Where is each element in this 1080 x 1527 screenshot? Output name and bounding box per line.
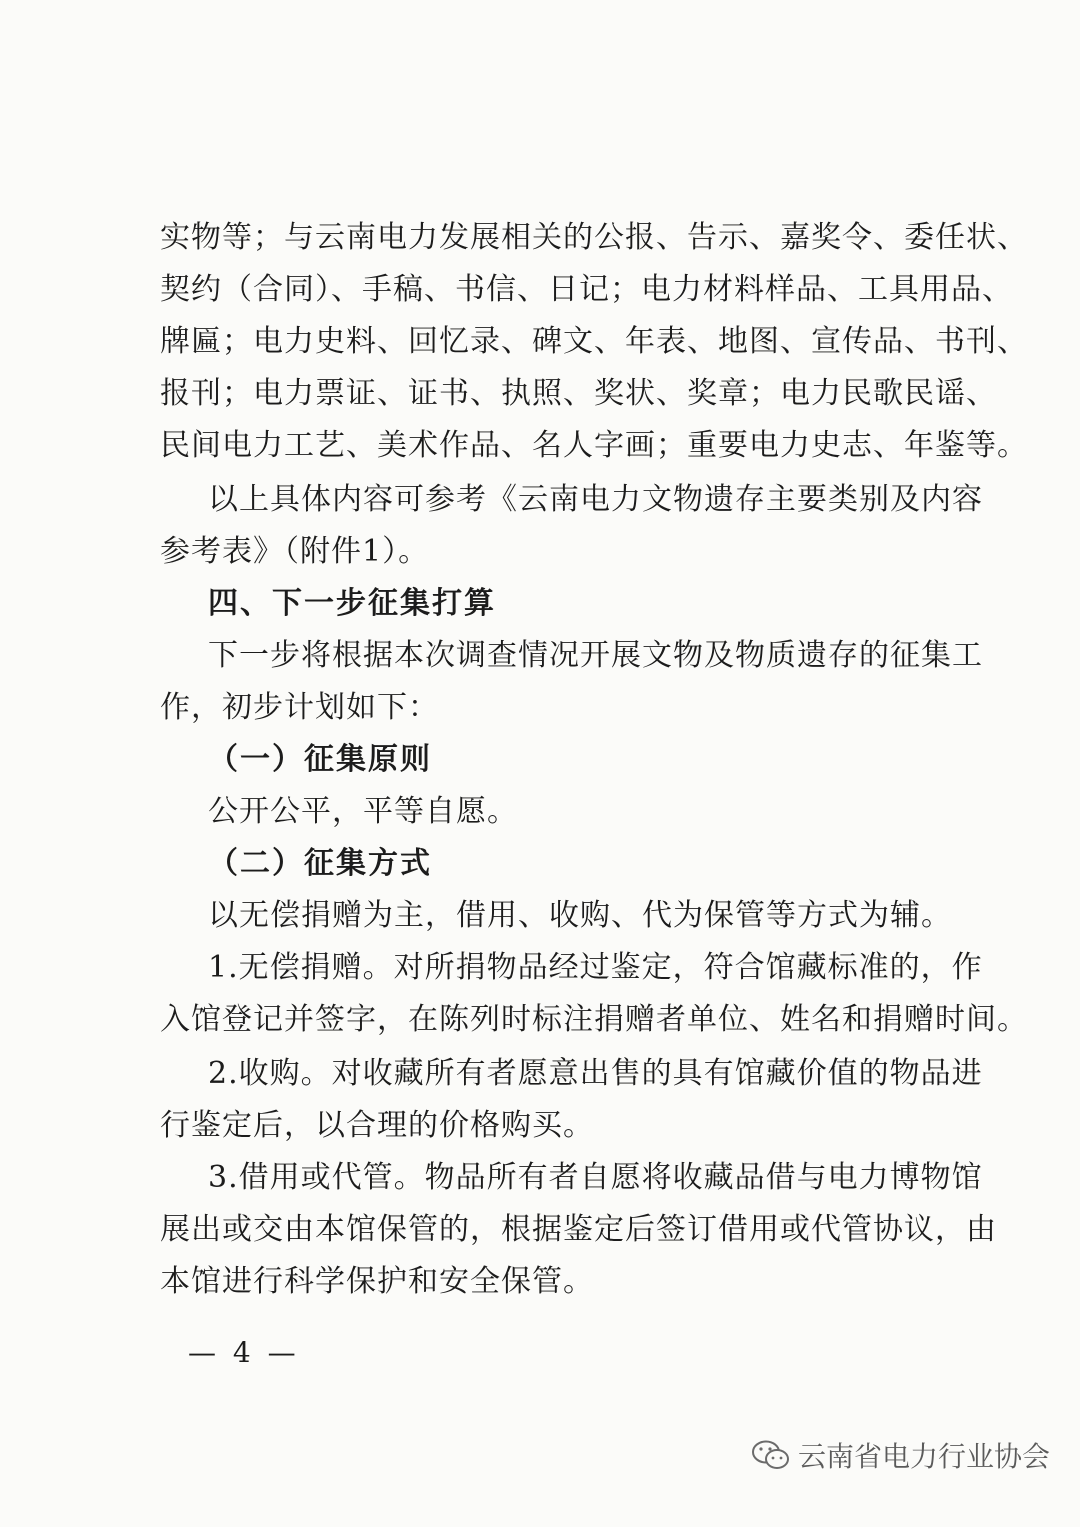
wechat-icon — [750, 1438, 792, 1472]
body-line: 本馆进行科学保护和安全保管。 — [160, 1264, 594, 1299]
section-heading: 四、下一步征集打算 — [208, 586, 496, 621]
subsection-heading: （一）征集原则 — [208, 742, 432, 777]
body-line: 契约（合同）、手稿、书信、日记；电力材料样品、工具用品、 — [160, 272, 1013, 307]
body-line: 公开公平，平等自愿。 — [208, 794, 518, 829]
body-line: 展出或交由本馆保管的，根据鉴定后签订借用或代管协议，由 — [160, 1212, 997, 1247]
body-line: 下一步将根据本次调查情况开展文物及物质遗存的征集工 — [208, 638, 983, 673]
body-line: 以上具体内容可参考《云南电力文物遗存主要类别及内容 — [208, 482, 983, 517]
body-line: 牌匾；电力史料、回忆录、碑文、年表、地图、宣传品、书刊、 — [160, 324, 1028, 359]
body-line: 报刊；电力票证、证书、执照、奖状、奖章；电力民歌民谣、 — [160, 376, 997, 411]
body-line: 2.收购。对收藏所有者愿意出售的具有馆藏价值的物品进 — [208, 1056, 983, 1091]
body-line: 入馆登记并签字，在陈列时标注捐赠者单位、姓名和捐赠时间。 — [160, 1002, 1028, 1037]
body-line: 实物等；与云南电力发展相关的公报、告示、嘉奖令、委任状、 — [160, 220, 1028, 255]
subsection-heading: （二）征集方式 — [208, 846, 432, 881]
body-line: 民间电力工艺、美术作品、名人字画；重要电力史志、年鉴等。 — [160, 428, 1028, 463]
body-line: 作，初步计划如下： — [160, 690, 439, 725]
watermark-text: 云南省电力行业协会 — [798, 1440, 1051, 1473]
body-line: 1.无偿捐赠。对所捐物品经过鉴定，符合馆藏标准的，作 — [208, 950, 983, 985]
body-line: 3.借用或代管。物品所有者自愿将收藏品借与电力博物馆 — [208, 1160, 983, 1195]
body-line: 行鉴定后，以合理的价格购买。 — [160, 1108, 594, 1143]
page-number: — 4 — — [188, 1336, 300, 1369]
body-line: 以无偿捐赠为主，借用、收购、代为保管等方式为辅。 — [208, 898, 952, 933]
watermark — [750, 1435, 1050, 1475]
body-line: 参考表》（附件1）。 — [160, 534, 430, 569]
